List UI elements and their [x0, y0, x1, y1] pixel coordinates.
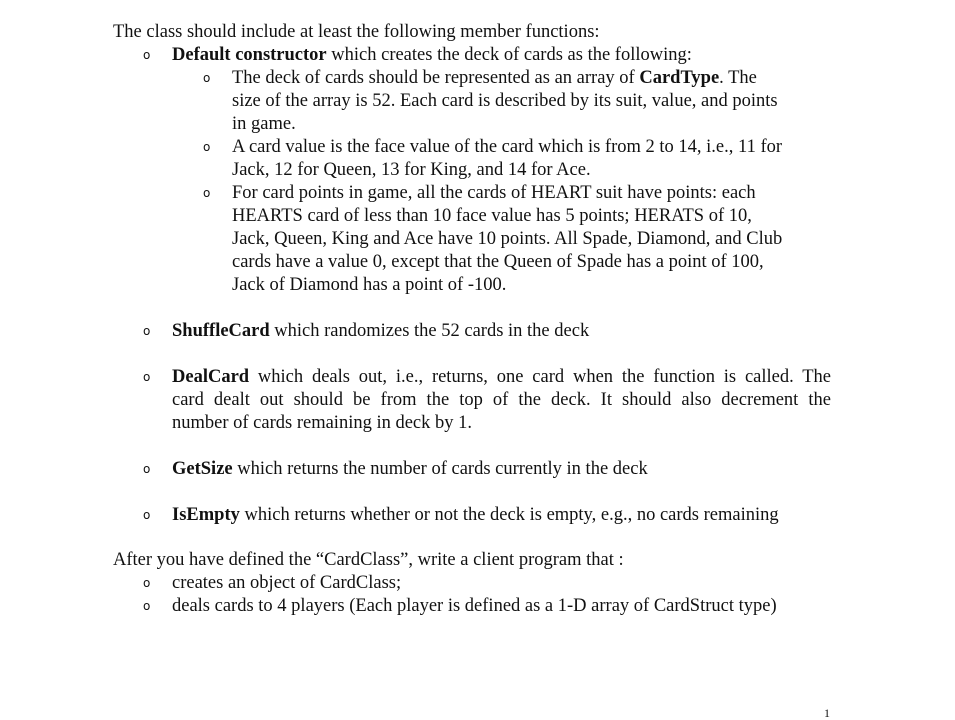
- deal-line2: card dealt out should be from the top of the deck. It should also decrement the: [172, 390, 831, 410]
- sub1-line1: [232, 67, 757, 90]
- default-constructor-desc: which creates the deck of cards as the following:: [326, 45, 692, 65]
- deal-line3: number of cards remaining in deck by 1.: [172, 413, 473, 433]
- bullet-marker: o: [143, 48, 151, 62]
- sub1-line2: size of the array is 52. Each card is described by its suit, value, and points: [232, 91, 778, 111]
- bullet-marker: o: [143, 576, 151, 590]
- sub2-line2: Jack, 12 for Queen, 13 for King, and 14 for Ace.: [232, 160, 591, 180]
- shuffle-desc: which randomizes the 52 cards in the deck: [269, 321, 590, 341]
- sub1-text-a: The deck of cards should be represented as an array of: [232, 68, 640, 88]
- isempty-item: [172, 504, 779, 527]
- default-constructor-name: Default constructor: [172, 45, 327, 65]
- bullet-marker: o: [203, 140, 211, 154]
- client-item-1: creates an object of CardClass;: [172, 573, 402, 593]
- sub3-line4: cards have a value 0, except that the Queen of Spade has a point of 100,: [232, 252, 764, 272]
- bullet-marker: o: [203, 71, 211, 85]
- sub1-text-c: . The: [719, 68, 757, 88]
- sub1-line3: in game.: [232, 114, 296, 134]
- bullet-marker: o: [143, 324, 151, 338]
- bullet-marker: o: [143, 462, 151, 476]
- getsize-desc: which returns the number of cards currently in the deck: [232, 459, 648, 479]
- sub3-line3: Jack, Queen, King and Ace have 10 points. All Spade, Diamond, and Club: [232, 229, 783, 249]
- sub3-line5: Jack of Diamond has a point of -100.: [232, 275, 507, 295]
- bullet-marker: o: [143, 370, 151, 384]
- sub2-line1: A card value is the face value of the card which is from 2 to 14, i.e., 11 for: [232, 137, 783, 157]
- bullet-marker: o: [143, 508, 151, 522]
- shuffle-item: [172, 320, 589, 343]
- deal-desc: which deals out, i.e., returns, one card when the function is called. The: [249, 367, 831, 387]
- default-constructor-item: [172, 44, 692, 67]
- sub3-line2: HEARTS card of less than 10 face value has 5 points; HERATS of 10,: [232, 206, 752, 226]
- client-item-2: deals cards to 4 players (Each player is defined as a 1-D array of CardStruct type): [172, 596, 777, 616]
- bullet-marker: o: [143, 599, 151, 613]
- getsize-item: [172, 458, 648, 481]
- shuffle-name: ShuffleCard: [172, 321, 270, 341]
- page-number: 1: [824, 706, 830, 720]
- deal-line1: [172, 366, 831, 389]
- isempty-desc: which returns whether or not the deck is empty, e.g., no cards remaining: [239, 505, 779, 525]
- getsize-name: GetSize: [172, 459, 233, 479]
- deal-name: DealCard: [172, 367, 250, 387]
- after-text: After you have defined the “CardClass”, write a client program that :: [113, 550, 624, 570]
- intro-text: The class should include at least the following member functions:: [113, 22, 600, 42]
- bullet-marker: o: [203, 186, 211, 200]
- cardtype-term: CardType: [639, 68, 720, 88]
- sub3-line1: For card points in game, all the cards of HEART suit have points: each: [232, 183, 756, 203]
- isempty-name: IsEmpty: [172, 505, 240, 525]
